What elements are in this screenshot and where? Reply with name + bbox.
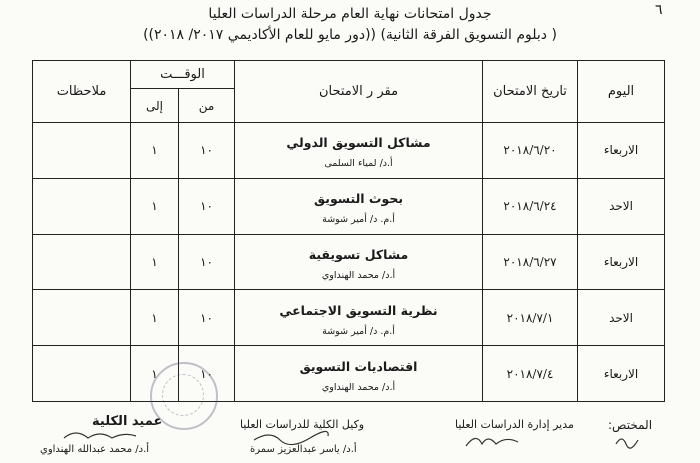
- course-cell: [235, 123, 483, 179]
- day-cell: الاربعاء: [578, 234, 665, 290]
- course-cell: [235, 178, 483, 234]
- director-signature-icon: [462, 430, 522, 452]
- dean-title: عميد الكلية: [92, 414, 163, 429]
- header-course: مقر ر الامتحان: [235, 61, 483, 123]
- course-cell: [235, 346, 483, 402]
- professor-name: أ.د/ محمد الهنداوي: [321, 381, 396, 393]
- day-cell: الاحد: [578, 290, 665, 346]
- time-from-cell: ١٠: [179, 346, 235, 402]
- time-to-cell: ١: [131, 234, 179, 290]
- notes-cell: [33, 234, 131, 290]
- corner-mark: ٦: [655, 2, 663, 18]
- vice-dean-title: وكيل الكلية للدراسات العليا: [240, 418, 365, 431]
- header-date: تاريخ الامتحان: [483, 61, 578, 123]
- exam-schedule-table: [32, 60, 665, 402]
- dean-signature-icon: [60, 426, 140, 444]
- dean-name: أ.د/ محمد عبدالله الهنداوي: [40, 444, 150, 455]
- notes-cell: [33, 123, 131, 179]
- course-cell: [235, 234, 483, 290]
- admin-director-title: مدير إدارة الدراسات العليا: [455, 418, 574, 431]
- specialist-signature-icon: [612, 432, 642, 450]
- time-to-cell: ١: [131, 346, 179, 402]
- header-notes: ملاحظات: [33, 61, 131, 123]
- course-name: نظرية التسويق الاجتماعي: [279, 302, 438, 318]
- professor-name: أ.م. د/ أمير شوشة: [322, 325, 395, 337]
- professor-name: أ.م. د/ أمير شوشة: [322, 214, 395, 226]
- table-row: [33, 123, 665, 179]
- header-to: إلى: [131, 89, 179, 123]
- date-cell: ٢٠١٨/٦/٢٠: [483, 123, 578, 179]
- specialist-label: المختص:: [608, 418, 653, 432]
- vice-dean-signature-icon: [250, 430, 330, 446]
- time-from-cell: ١٠: [179, 123, 235, 179]
- time-to-cell: ١: [131, 178, 179, 234]
- time-from-cell: ١٠: [179, 178, 235, 234]
- table-row: [33, 234, 665, 290]
- table-row: [33, 178, 665, 234]
- day-cell: الاربعاء: [578, 123, 665, 179]
- notes-cell: [33, 290, 131, 346]
- vice-dean-name: أ.د/ ياسر عبدالعزيز سمرة: [250, 444, 357, 455]
- course-name: بحوث التسويق: [313, 191, 404, 207]
- time-from-cell: ١٠: [179, 234, 235, 290]
- document-subtitle: ( دبلوم التسويق الفرقة الثانية) ((دور مايو للعام الأكاديمي ٢٠١٧/ ٢٠١٨)): [143, 27, 557, 43]
- time-to-cell: ١: [131, 123, 179, 179]
- course-cell: [235, 290, 483, 346]
- professor-name: أ.د/ محمد الهنداوي: [321, 269, 396, 281]
- header-from: من: [179, 89, 235, 123]
- header-day: اليوم: [578, 61, 665, 123]
- table-row: [33, 346, 665, 402]
- date-cell: ٢٠١٨/٦/٢٤: [483, 178, 578, 234]
- notes-cell: [33, 178, 131, 234]
- course-name: اقتصاديات التسويق: [299, 358, 418, 374]
- professor-name: أ.د/ لمياء السلمى: [324, 158, 393, 170]
- time-from-cell: ١٠: [179, 290, 235, 346]
- day-cell: الاربعاء: [578, 346, 665, 402]
- header-time: الوقـــت: [131, 61, 235, 89]
- course-name: مشاكل التسويق الدولي: [286, 135, 431, 151]
- time-to-cell: ١: [131, 290, 179, 346]
- notes-cell: [33, 346, 131, 402]
- document-title: جدول امتحانات نهاية العام مرحلة الدراسات العليا: [208, 6, 492, 22]
- course-name: مشاكل تسويقية: [308, 246, 409, 262]
- day-cell: الاحد: [578, 178, 665, 234]
- date-cell: ٢٠١٨/٧/١: [483, 290, 578, 346]
- date-cell: ٢٠١٨/٧/٤: [483, 346, 578, 402]
- date-cell: ٢٠١٨/٦/٢٧: [483, 234, 578, 290]
- table-row: [33, 290, 665, 346]
